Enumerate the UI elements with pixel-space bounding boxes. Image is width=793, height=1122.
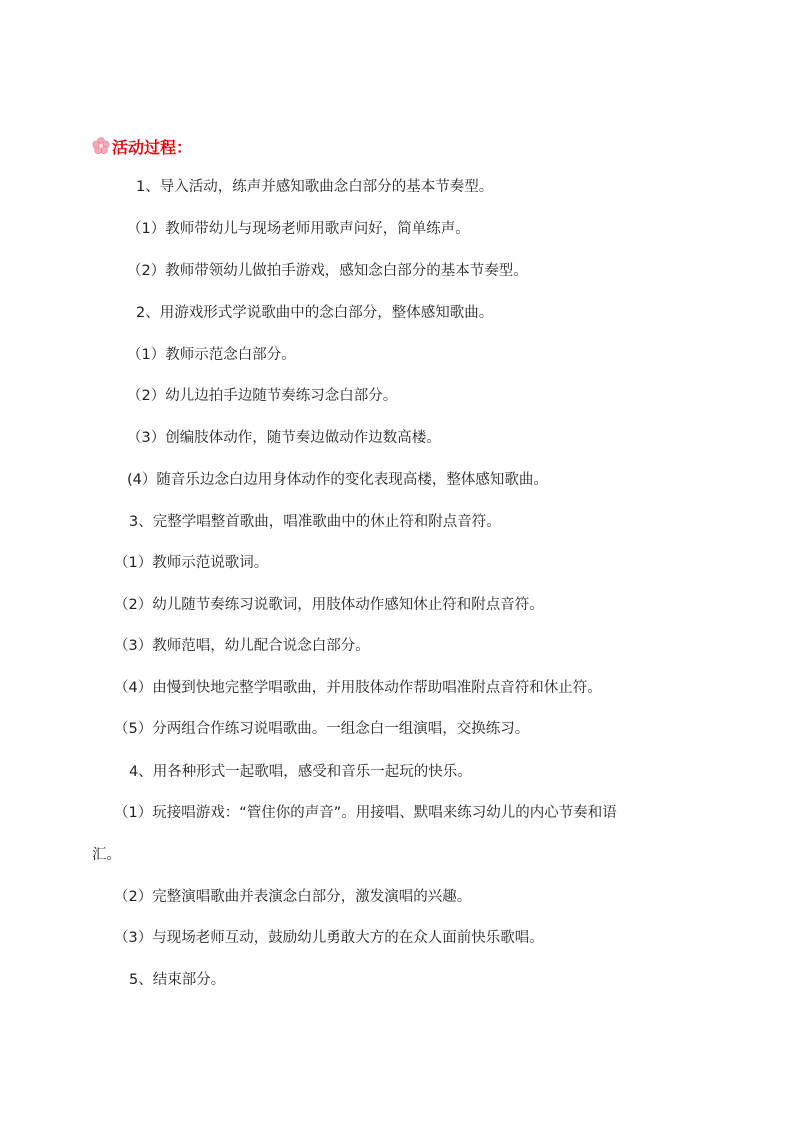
section-heading-text: 活动过程： <box>112 137 193 157</box>
step-3-item-4: （4）由慢到快地完整学唱歌曲，并用肢体动作帮助唱准附点音符和休止符。 <box>114 680 602 696</box>
step-3-item-1: （1）教师示范说歌词。 <box>114 555 269 571</box>
step-2-item-4: (4）随音乐边念白边用身体动作的变化表现高楼，整体感知歌曲。 <box>127 472 548 488</box>
step-2-item-2: （2）幼儿边拍手边随节奏练习念白部分。 <box>127 388 398 404</box>
step-5-title: 5、结束部分。 <box>129 972 226 988</box>
step-2-item-1: （1）教师示范念白部分。 <box>127 347 296 363</box>
flower-icon <box>92 137 110 155</box>
step-2-item-3: （3）创编肢体动作，随节奏边做动作边数高楼。 <box>127 430 441 446</box>
step-4-item-1: （1）玩接唱游戏：“管住你的声音”。用接唱、默唱来练习幼儿的内心节奏和语 <box>114 805 617 821</box>
step-4-item-3: （3）与现场老师互动，鼓励幼儿勇敢大方的在众人面前快乐歌唱。 <box>114 930 544 946</box>
step-1-item-2: （2）教师带领幼儿做拍手游戏，感知念白部分的基本节奏型。 <box>127 263 528 279</box>
step-2-title: 2、用游戏形式学说歌曲中的念白部分，整体感知歌曲。 <box>136 305 494 321</box>
step-4-item-1-continued: 汇。 <box>92 847 121 863</box>
step-3-item-3: （3）教师范唱，幼儿配合说念白部分。 <box>114 638 370 654</box>
step-4-item-2: （2）完整演唱歌曲并表演念白部分，激发演唱的兴趣。 <box>114 889 472 905</box>
step-1-title: 1、导入活动，练声并感知歌曲念白部分的基本节奏型。 <box>136 179 494 195</box>
step-3-item-2: （2）幼儿随节奏练习说歌词，用肢体动作感知休止符和附点音符。 <box>114 597 544 613</box>
step-1-item-1: （1）教师带幼儿与现场老师用歌声问好，简单练声。 <box>127 221 470 237</box>
step-4-title: 4、用各种形式一起歌唱，感受和音乐一起玩的快乐。 <box>129 764 472 780</box>
section-heading <box>92 134 192 158</box>
step-3-title: 3、完整学唱整首歌曲，唱准歌曲中的休止符和附点音符。 <box>129 514 501 530</box>
step-3-item-5: （5）分两组合作练习说唱歌曲。一组念白一组演唱，交换练习。 <box>114 721 530 737</box>
